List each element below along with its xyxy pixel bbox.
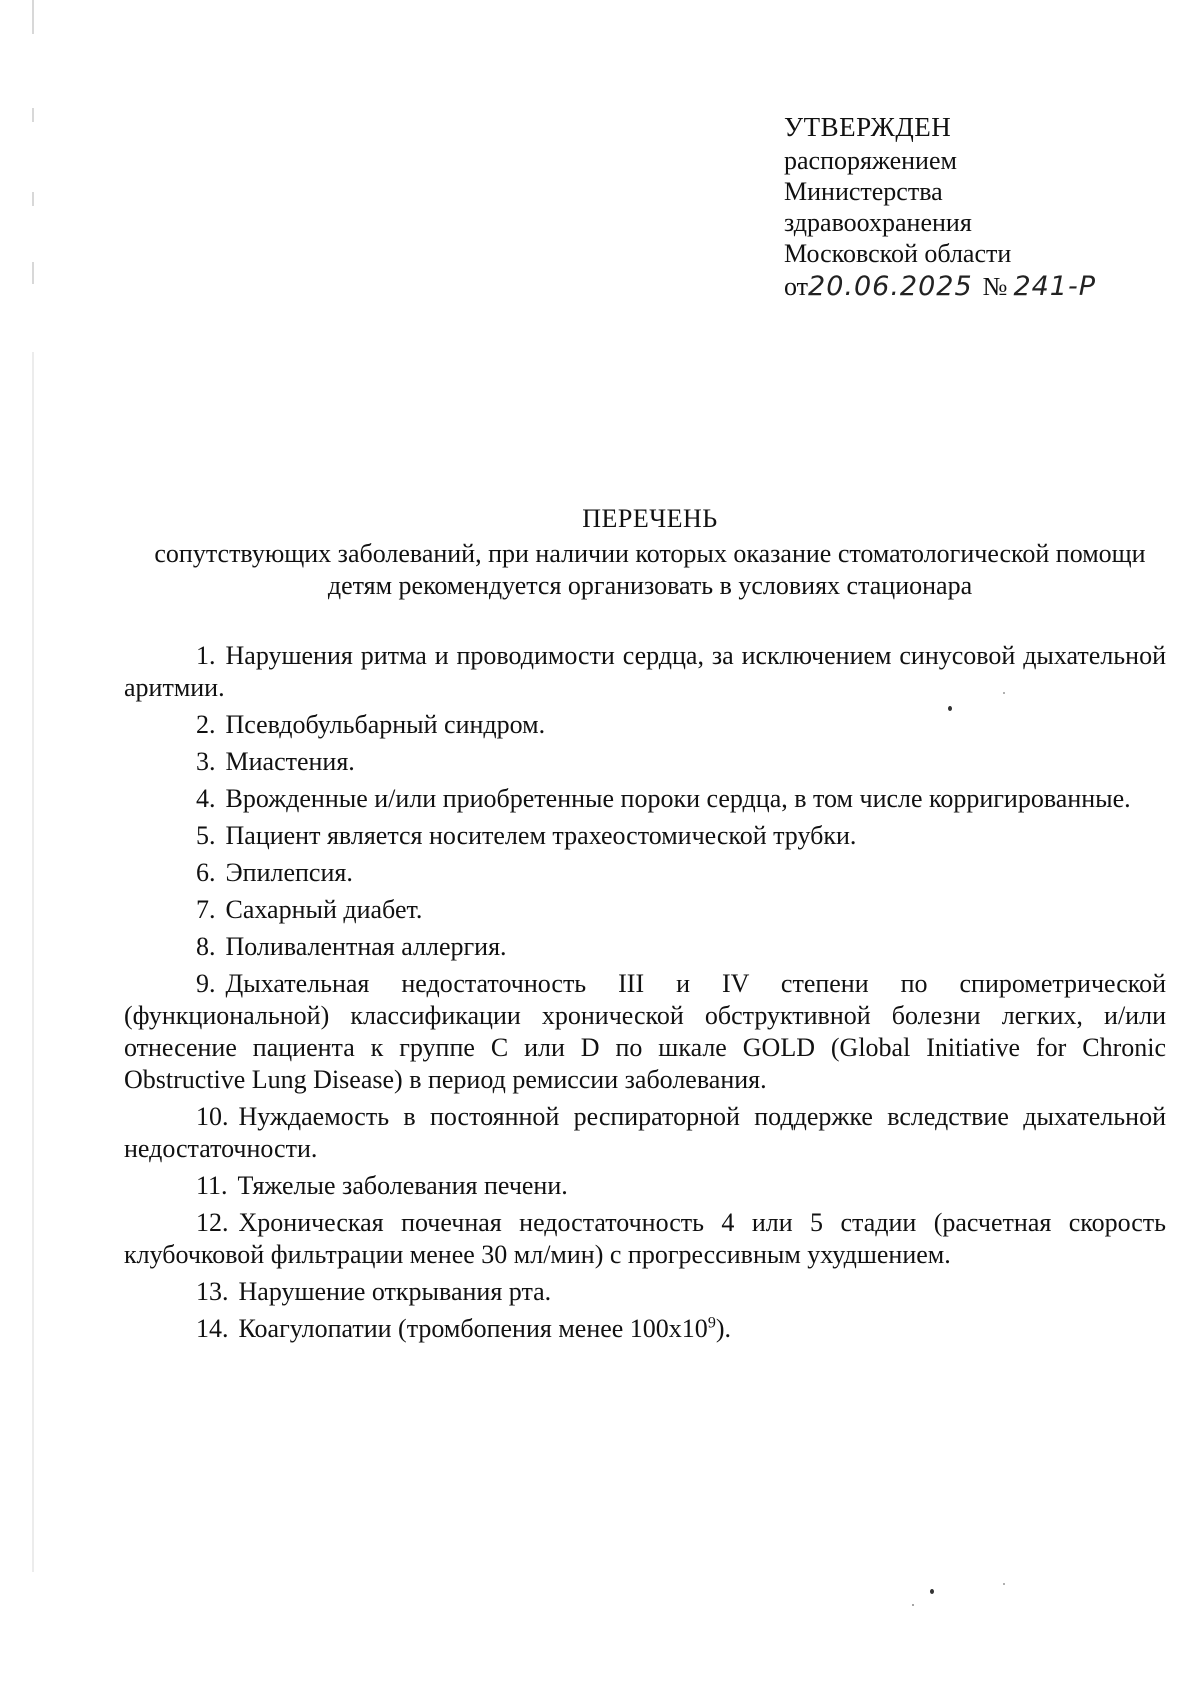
list-item (124, 1170, 1166, 1202)
item-number: 1. (196, 641, 216, 670)
scan-speck (1003, 692, 1005, 694)
item-number: 3. (196, 747, 216, 776)
item-text: Сахарный диабет. (225, 895, 423, 924)
list-item (124, 640, 1166, 704)
approval-line: Московской области (784, 239, 1012, 268)
item-text: Поливалентная аллергия. (225, 932, 507, 961)
date-prefix: от (784, 272, 809, 301)
item-number: 5. (196, 821, 216, 850)
item-superscript: 9 (707, 1314, 716, 1332)
document-subtitle: сопутствующих заболеваний, при наличии которых оказание стоматологической помощи детям рекомендуется организовать в условиях стационара (154, 539, 1146, 600)
item-number: 2. (196, 710, 216, 739)
item-text: Пациент является носителем трахеостомической трубки. (225, 821, 857, 850)
item-number: 8. (196, 932, 216, 961)
approval-line: Министерства (784, 177, 943, 206)
document-title: ПЕРЕЧЕНЬ (582, 504, 718, 533)
number-sign: № (982, 272, 1008, 301)
item-number: 6. (196, 858, 216, 887)
list-item (124, 931, 1166, 963)
scan-edge-mark (32, 108, 34, 122)
conditions-list (124, 640, 1166, 1350)
list-item (124, 1313, 1166, 1345)
scan-speck (1003, 1583, 1005, 1585)
list-item (124, 783, 1166, 815)
scan-speck (948, 706, 952, 711)
item-number: 7. (196, 895, 216, 924)
scan-edge-mark (32, 192, 34, 206)
approval-title: УТВЕРЖДЕН (784, 112, 952, 142)
list-item (124, 1207, 1166, 1271)
item-number: 9. (196, 969, 216, 998)
item-text: Дыхательная недостаточность III и IV степени по спирометрической (функциональной) классификации хронической обструктивной болезни легких, и/или отнесение пациента к группе C или D по шкале GOLD (Global Initiative for Chronic Obstructive Lung Disease) в период ремиссии заболевания. (124, 969, 1166, 1094)
item-text: Эпилепсия. (225, 858, 353, 887)
handwritten-number: 241-Р (1013, 271, 1096, 302)
item-number: 12. (196, 1208, 229, 1237)
item-number: 13. (196, 1277, 229, 1306)
handwritten-date: 20.06.2025 (808, 271, 973, 302)
list-item (124, 894, 1166, 926)
item-text: Псевдобульбарный синдром. (225, 710, 546, 739)
item-text: Тяжелые заболевания печени. (237, 1171, 568, 1200)
item-number: 4. (196, 784, 216, 813)
item-text: Миастения. (225, 747, 355, 776)
list-item (124, 1101, 1166, 1165)
item-number: 14. (196, 1314, 229, 1343)
item-number: 11. (196, 1171, 228, 1200)
list-item (124, 746, 1166, 778)
item-text: Коагулопатии (тромбопения менее 100x10 (238, 1314, 708, 1343)
list-item (124, 1276, 1166, 1308)
approval-line: здравоохранения (784, 208, 972, 237)
item-number: 10. (196, 1102, 229, 1131)
approval-date-line (784, 271, 1124, 311)
approval-line: распоряжением (784, 146, 957, 175)
scan-speck (912, 1604, 914, 1606)
list-item (124, 709, 1166, 741)
item-text: Хроническая почечная недостаточность 4 или 5 стадии (расчетная скорость клубочковой фильтрации менее 30 мл/мин) с прогрессивным ухудшением. (124, 1208, 1166, 1269)
item-text: Нарушения ритма и проводимости сердца, за исключением синусовой дыхательной аритмии. (124, 641, 1166, 702)
scan-edge-mark (32, 0, 34, 34)
scan-speck (930, 1589, 934, 1594)
approval-block (784, 112, 1124, 311)
item-text: Нарушение открывания рта. (238, 1277, 552, 1306)
item-text: Нуждаемость в постоянной респираторной поддержке вследствие дыхательной недостаточности. (124, 1102, 1166, 1163)
list-item (124, 857, 1166, 889)
list-item (124, 820, 1166, 852)
item-text-tail: ). (715, 1314, 731, 1343)
list-item (124, 968, 1166, 1096)
scan-edge-mark (32, 262, 34, 284)
scan-edge-mark (32, 352, 34, 1572)
item-text: Врожденные и/или приобретенные пороки сердца, в том числе корригированные. (225, 784, 1131, 813)
